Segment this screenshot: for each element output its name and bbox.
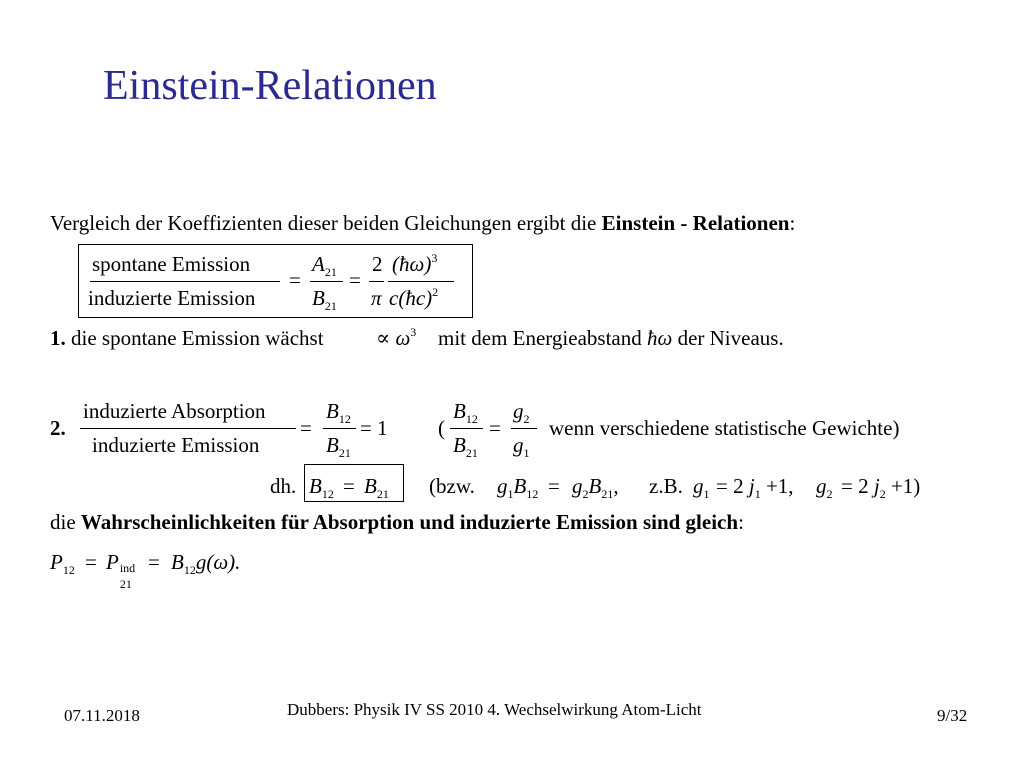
dh-B21: $B_{21}$ <box>364 474 389 501</box>
item2-condition: wenn verschiedene statistische Gewichte) <box>549 416 900 440</box>
bzw-equals: = <box>548 474 560 498</box>
item1-text-b: mit dem Energieabstand ħω der Niveaus. <box>438 326 784 350</box>
item2-numerator-left: induzierte Absorption <box>83 399 266 423</box>
item2-denominator-left: induzierte Emission <box>92 433 260 457</box>
eq1-c-hbar-c: c(ħc)$^2$ <box>389 285 439 310</box>
final-equals-1: = <box>85 550 97 574</box>
eq1-pi: π <box>371 286 382 310</box>
item1-text: 1. die spontane Emission wächst <box>50 326 324 350</box>
item2-B12-right: $B_{12}$ <box>453 399 478 426</box>
final-P21-ind: P ind 21 <box>106 550 136 591</box>
eq1-equals-2: = <box>349 268 361 292</box>
item2-number: 2. <box>50 416 66 440</box>
item2-frac-line-left <box>80 428 296 429</box>
zb-eq2: = 2 $j_2 +1$) <box>841 474 921 501</box>
eq1-denominator-left: induzierte Emission <box>88 286 256 310</box>
item1-proportional: ∝ $\omega^3$ <box>376 325 417 350</box>
eq1-frac-line-right <box>388 281 454 282</box>
eq1-hbar-omega: (ħω)$^3$ <box>392 251 438 276</box>
eq1-two: 2 <box>372 252 383 276</box>
item2-equals-1: = <box>300 416 312 440</box>
eq1-B21: $B_{21}$ <box>312 286 337 313</box>
dh-B12: $B_{12}$ <box>309 474 334 501</box>
probability-text: die Wahrscheinlichkeiten für Absorption und induzierte Emission sind gleich: <box>50 510 744 534</box>
item2-g1: $g_1$ <box>513 433 530 460</box>
zb-g2: $g_2$ <box>816 474 833 501</box>
dh-label: dh. <box>270 474 297 498</box>
item2-frac-line-b-right <box>450 428 483 429</box>
dh-equals: = <box>343 474 355 498</box>
eq1-numerator-left: spontane Emission <box>92 252 251 276</box>
footer-page-number: 9/32 <box>937 706 968 725</box>
zb-label: z.B. <box>649 474 683 498</box>
final-equals-2: = <box>148 550 160 574</box>
eq1-equals-1: = <box>289 268 301 292</box>
intro-text: Vergleich der Koeffizienten dieser beiden Gleichungen ergibt die Einstein - Relationen: <box>50 211 796 235</box>
footer-source: Dubbers: Physik IV SS 2010 4. Wechselwirkung Atom-Licht <box>287 700 702 719</box>
zb-g1: $g_1$ <box>693 474 710 501</box>
item2-B21: $B_{21}$ <box>326 433 351 460</box>
bzw-g2B21: $g_2B_{21}$, <box>572 474 619 501</box>
eq1-frac-line-2pi <box>369 281 384 282</box>
bzw-g1B12: $g_1B_{12}$ <box>497 474 539 501</box>
item2-g2: $g_2$ <box>513 399 530 426</box>
footer-date: 07.11.2018 <box>64 706 140 725</box>
slide-title: Einstein-Relationen <box>103 63 437 109</box>
item2-B12: $B_{12}$ <box>326 399 351 426</box>
zb-eq1: = 2 $j_1 +1$, <box>716 474 794 501</box>
item2-frac-line-g <box>511 428 537 429</box>
eq1-frac-line-ab <box>310 281 343 282</box>
item2-paren-open: ( <box>438 416 445 440</box>
item2-B21-right: $B_{21}$ <box>453 433 478 460</box>
item2-frac-line-b <box>323 428 356 429</box>
item2-equals-2: = 1 <box>360 416 388 440</box>
item2-equals-3: = <box>489 416 501 440</box>
final-P12: $P_{12}$ <box>50 550 75 577</box>
bzw-label: (bzw. <box>429 474 475 498</box>
final-B12-g-omega: $B_{12}g(\omega)$. <box>171 550 241 577</box>
eq1-frac-line-left <box>90 281 280 282</box>
eq1-A21: $A_{21}$ <box>312 252 337 279</box>
